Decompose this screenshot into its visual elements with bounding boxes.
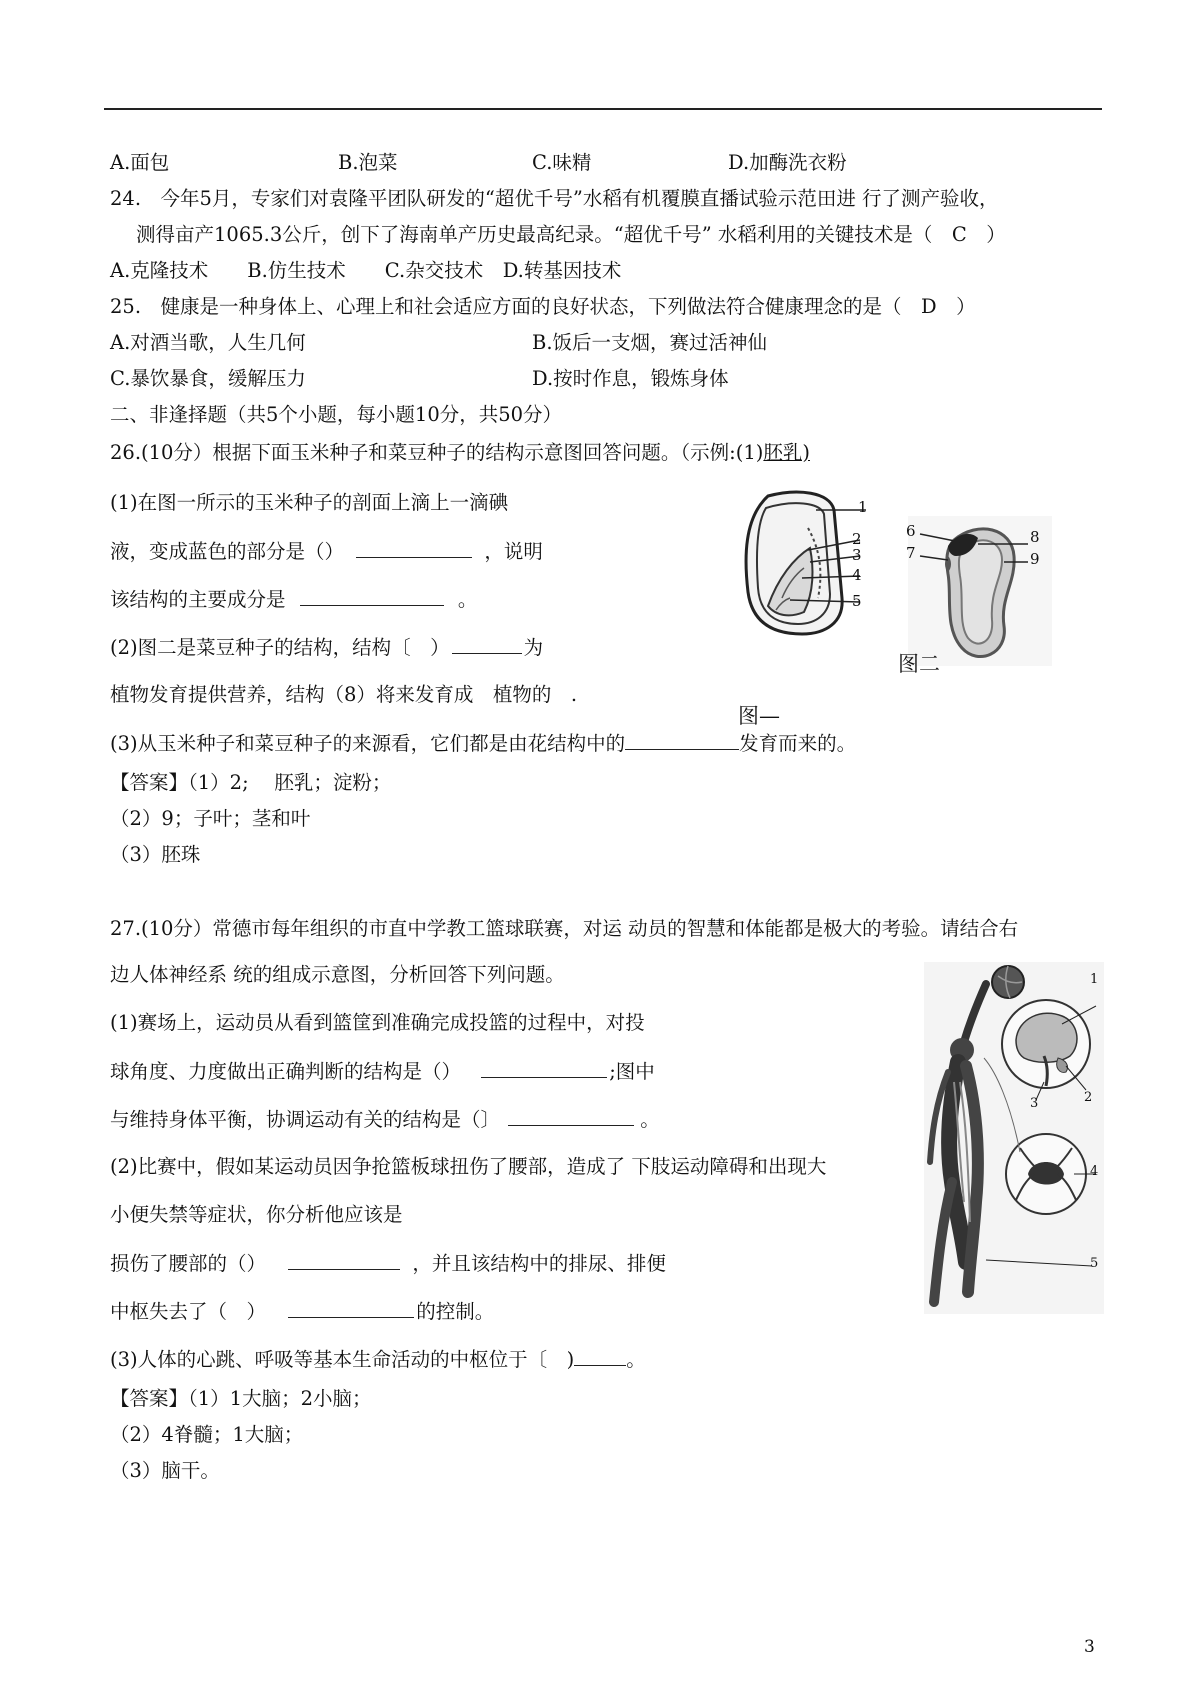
header-rule [104,108,1102,110]
fig1-label-5: 5 [852,592,862,610]
q26-p2a-tail: 为 [523,636,544,659]
q24-options: A.克隆技术 B.仿生技术 C.杂交技术 D.转基因技术 [110,259,622,282]
q26-p1b-tail: ，说明 [484,540,543,563]
fig2-label-9: 9 [1030,550,1040,568]
q27-answer-3: （3）脑干。 [110,1459,220,1482]
q26-intro-example: 胚乳) [763,441,810,464]
nervous-system-figure [924,962,1104,1314]
q27-answer-2: （2）4脊髓；1大脑； [110,1423,304,1446]
fig1-label-4: 4 [852,566,862,584]
q27-p2a: (2)比赛中，假如某运动员因争抢篮板球扭伤了腰部，造成了 下肢运动障碍和出现大 [110,1155,827,1178]
q27-stem-line2: 边人体神经系 统的组成示意图，分析回答下列问题。 [110,963,565,986]
fig1-label-3: 3 [852,546,862,564]
q27-p3 [110,1346,646,1373]
q27-p2b: 小便失禁等症状，你分析他应该是 [110,1203,403,1226]
q27-p3-tail: 。 [626,1348,646,1371]
q27-blank-4[interactable] [288,1298,414,1318]
q27-p1b-text: 球角度、力度做出正确判断的结构是（） [110,1060,462,1083]
fig2-label-6: 6 [906,522,916,540]
q27-p2c-text: 损伤了腰部的（） [110,1252,267,1275]
section-heading: 二、非逢择题（共5个小题，每小题10分，共50分） [110,403,563,426]
q26-p2b: 植物发育提供营养，结构（8）将来发育成 植物的 . [110,683,578,706]
q26-blank-1[interactable] [356,538,472,558]
q27-blank-1[interactable] [481,1058,607,1078]
q27-p1c [110,1106,660,1133]
fig3-label-4: 4 [1090,1164,1099,1179]
q27-stem-line1: 27.(10分）常德市每年组织的市直中学教工篮球联赛，对运 动员的智慧和体能都是极大的考验。请结合右 [110,917,1019,940]
q26-p1c-text: 该结构的主要成分是 [110,588,286,611]
q26-p1a: (1)在图一所示的玉米种子的剖面上滴上一滴碘 [110,491,509,514]
fig3-label-5: 5 [1090,1256,1099,1271]
q26-p2a-text: (2)图二是菜豆种子的结构，结构〔 ） [110,636,450,659]
q26-p3 [110,730,856,757]
q26-p1c-tail: 。 [457,588,478,611]
fig1-caption: 图— [738,704,780,728]
q26-intro [110,440,810,466]
fig2-label-7: 7 [906,544,916,562]
q25-option-b: B.饭后一支烟，赛过活神仙 [532,331,768,354]
fig1-label-1: 1 [858,498,868,516]
q26-p1c [110,586,477,613]
q27-p1b [110,1058,655,1085]
q24-stem-line2: 测得亩产1065.3公斤，创下了海南单产历史最高纪录。“超优千号” 水稻利用的关键技术是（ C ） [136,223,1006,246]
q27-p2c [110,1250,666,1277]
q27-p2c-tail: ，并且该结构中的排尿、排便 [412,1252,666,1275]
q27-p2d-text: 中枢失去了（ ） [110,1300,267,1323]
q25-stem: 25. 健康是一种身体上、心理上和社会适应方面的良好状态，下列做法符合健康理念的是（ D ） [110,295,976,318]
q26-answer-1: 【答案】（1）2; 胚乳；淀粉； [110,771,392,794]
q27-blank-5[interactable] [574,1346,626,1366]
q27-p2d-tail: 的控制。 [416,1300,495,1323]
page-number: 3 [1084,1637,1095,1657]
q26-blank-4[interactable] [625,730,739,750]
q27-p2d [110,1298,494,1325]
q26-blank-2[interactable] [300,586,444,606]
fig3-label-3: 3 [1030,1096,1039,1111]
q26-p2a [110,634,543,661]
q27-p3-text: (3)人体的心跳、呼吸等基本生命活动的中枢位于〔 ) [110,1348,575,1371]
q26-answer-2: （2）9；子叶；茎和叶 [110,807,311,830]
q25-option-d: D.按时作息，锻炼身体 [532,367,729,390]
q27-p1a: (1)赛场上，运动员从看到篮筐到准确完成投篮的过程中，对投 [110,1011,645,1034]
q24-stem-line1: 24. 今年5月，专家们对袁隆平团队研发的“超优千号”水稻有机覆膜直播试验示范田进 行了测产验收， [110,187,999,210]
fig1-label-2: 2 [852,530,862,548]
q27-p1c-tail: 。 [640,1108,660,1131]
q26-intro-text: 26.(10分）根据下面玉米种子和菜豆种子的结构示意图回答问题。（示例:(1) [110,441,764,464]
q27-answer-1: 【答案】（1）1大脑；2小脑； [110,1387,372,1410]
q26-blank-3[interactable] [452,634,522,654]
fig2-caption: 图二 [898,652,940,676]
q26-p3-tail: 发育而来的。 [739,732,857,755]
fig3-label-2: 2 [1084,1090,1093,1105]
q27-p1b-tail: ;图中 [609,1060,655,1083]
q26-answer-3: （3）胚珠 [110,843,201,866]
q27-blank-3[interactable] [288,1250,400,1270]
q27-p1c-text: 与维持身体平衡，协调运动有关的结构是（〕 [110,1108,501,1131]
q23-option-a: A.面包 [110,151,170,174]
fig2-label-8: 8 [1030,528,1040,546]
q25-option-a: A.对酒当歌，人生几何 [110,331,306,354]
q26-p1b [110,538,543,565]
q26-p1b-text: 液，变成蓝色的部分是（） [110,540,345,563]
q25-option-c: C.暴饮暴食，缓解压力 [110,367,306,390]
q23-option-d: D.加酶洗衣粉 [728,151,847,174]
fig3-label-1: 1 [1090,972,1099,987]
q27-blank-2[interactable] [508,1106,634,1126]
q26-p3-text: (3)从玉米种子和菜豆种子的来源看，它们都是由花结构中的 [110,732,626,755]
q23-option-b: B.泡菜 [338,151,398,174]
q23-option-c: C.味精 [532,151,592,174]
